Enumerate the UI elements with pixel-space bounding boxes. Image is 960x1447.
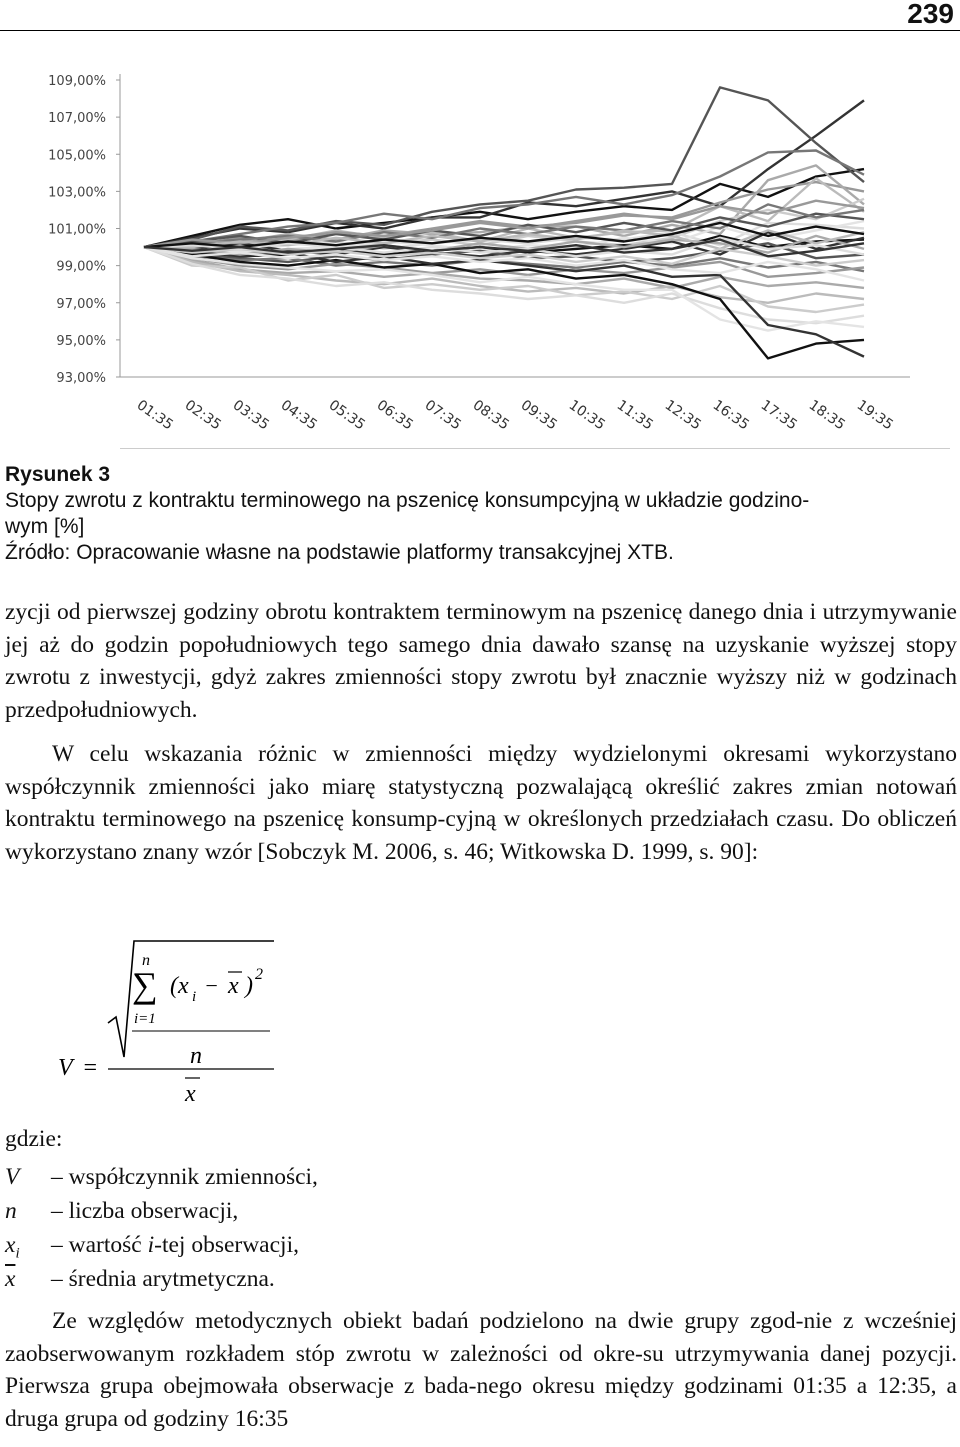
page-header (0, 0, 960, 31)
y-tick-label: 99,00% (56, 259, 106, 275)
definition-text: – liczba obserwacji, (51, 1198, 239, 1224)
y-tick-label: 105,00% (48, 148, 106, 164)
paragraph-1: zycji od pierwszej godziny obrotu kontraktem terminowym na pszenicę danego dnia i utrzymywanie jej aż do godzin popołudniowych tego samego dnia dawało szansę na uzyskanie wyższej stopy zwrotu z inwestycji, gdyż zakres zmienności stopy zwrotu był znacznie wyższy niż w godzinach przedpołudniowych. (5, 599, 957, 723)
sum-sign: ∑ (132, 965, 158, 1005)
symbol-xi: $x_i$ (5, 1232, 20, 1262)
formula-equals: = (82, 1055, 99, 1081)
figure-source: Źródło: Opracowanie własne na podstawie platformy transakcyjnej XTB. (5, 541, 674, 564)
numerator-minus: − (204, 973, 219, 998)
symbol-V: V (5, 1164, 20, 1190)
x-tick-label: 16:35 (709, 397, 752, 434)
y-tick-label: 109,00% (48, 74, 106, 89)
coefficient-of-variation-formula (52, 935, 292, 1105)
x-tick-label: 07:35 (421, 397, 464, 434)
y-tick-label: 103,00% (48, 185, 106, 201)
numerator-sub: i (192, 989, 197, 1005)
definition-text: – średnia arytmetyczna. (51, 1266, 275, 1292)
sum-lower: i=1 (134, 1011, 156, 1027)
x-tick-label: 02:35 (181, 397, 224, 434)
figure-title-line1: Stopy zwrotu z kontraktu terminowego na pszenicę konsumpcyjną w układzie godzino- (5, 489, 810, 512)
numerator-xbar: x (228, 973, 239, 999)
symbol-xbar: $\overline{x}$ (5, 1266, 16, 1292)
x-tick-label: 11:35 (613, 397, 656, 434)
page-number: 239 (907, 0, 954, 29)
x-tick-label: 12:35 (661, 397, 704, 434)
x-tick-label: 17:35 (757, 397, 800, 434)
figure-label: Rysunek 3 (5, 463, 111, 486)
outer-denominator-xbar: x (185, 1081, 196, 1105)
x-tick-label: 01:35 (133, 397, 176, 434)
x-tick-label: 19:35 (853, 397, 896, 434)
numerator-exp: 2 (255, 966, 263, 983)
page-rule (120, 448, 950, 449)
definition-text: – wartość i-tej obserwacji, (51, 1232, 299, 1258)
returns-line-chart (10, 62, 940, 442)
x-tick-label: 05:35 (325, 397, 368, 434)
x-tick-label: 08:35 (469, 397, 512, 434)
x-tick-label: 18:35 (805, 397, 848, 434)
y-tick-label: 95,00% (56, 333, 106, 349)
paragraph-3: Ze względów metodycznych obiekt badań podzielono na dwie grupy zgod-nie z wcześniej zaobserwowanym rozkładem stóp zwrotu w zależności od okre-su utrzymywania danej pozycji. Pierwsza grupa obejmowała obserwacje z bada-nego okresu między godzinami 01:35 a 12:35, a druga grupa od godziny 16:35 (5, 1308, 957, 1432)
numerator-close: ) (245, 973, 253, 999)
x-tick-label: 10:35 (565, 397, 608, 434)
y-tick-label: 101,00% (48, 222, 106, 238)
figure-caption (5, 462, 955, 566)
figure-title-line2: wym [%] (5, 515, 85, 538)
symbol-n: n (5, 1198, 17, 1224)
formula-lhs: V (58, 1055, 73, 1081)
definitions-intro: gdzie: (5, 1126, 63, 1152)
y-tick-label: 97,00% (56, 296, 106, 312)
x-tick-label: 04:35 (277, 397, 320, 434)
y-tick-label: 107,00% (48, 111, 106, 127)
inner-denominator: n (190, 1043, 202, 1069)
sum-upper: n (142, 952, 150, 969)
x-tick-label: 03:35 (229, 397, 272, 434)
x-tick-label: 06:35 (373, 397, 416, 434)
numerator-open: (x (170, 973, 189, 999)
y-tick-label: 93,00% (56, 371, 106, 386)
x-tick-label: 09:35 (517, 397, 560, 434)
definition-text: – współczynnik zmienności, (51, 1164, 318, 1190)
paragraph-2: W celu wskazania różnic w zmienności między wydzielonymi okresami wykorzystano współczynnik zmienności jako miarę statystyczną pozwalającą określić zakres zmian notowań kontraktu terminowego na pszenicę konsump-cyjną w określonych przedziałach czasu. Do obliczeń wykorzystano znany wzór [Sobczyk M. 2006, s. 46; Witkowska D. 1999, s. 90]: (5, 741, 957, 865)
